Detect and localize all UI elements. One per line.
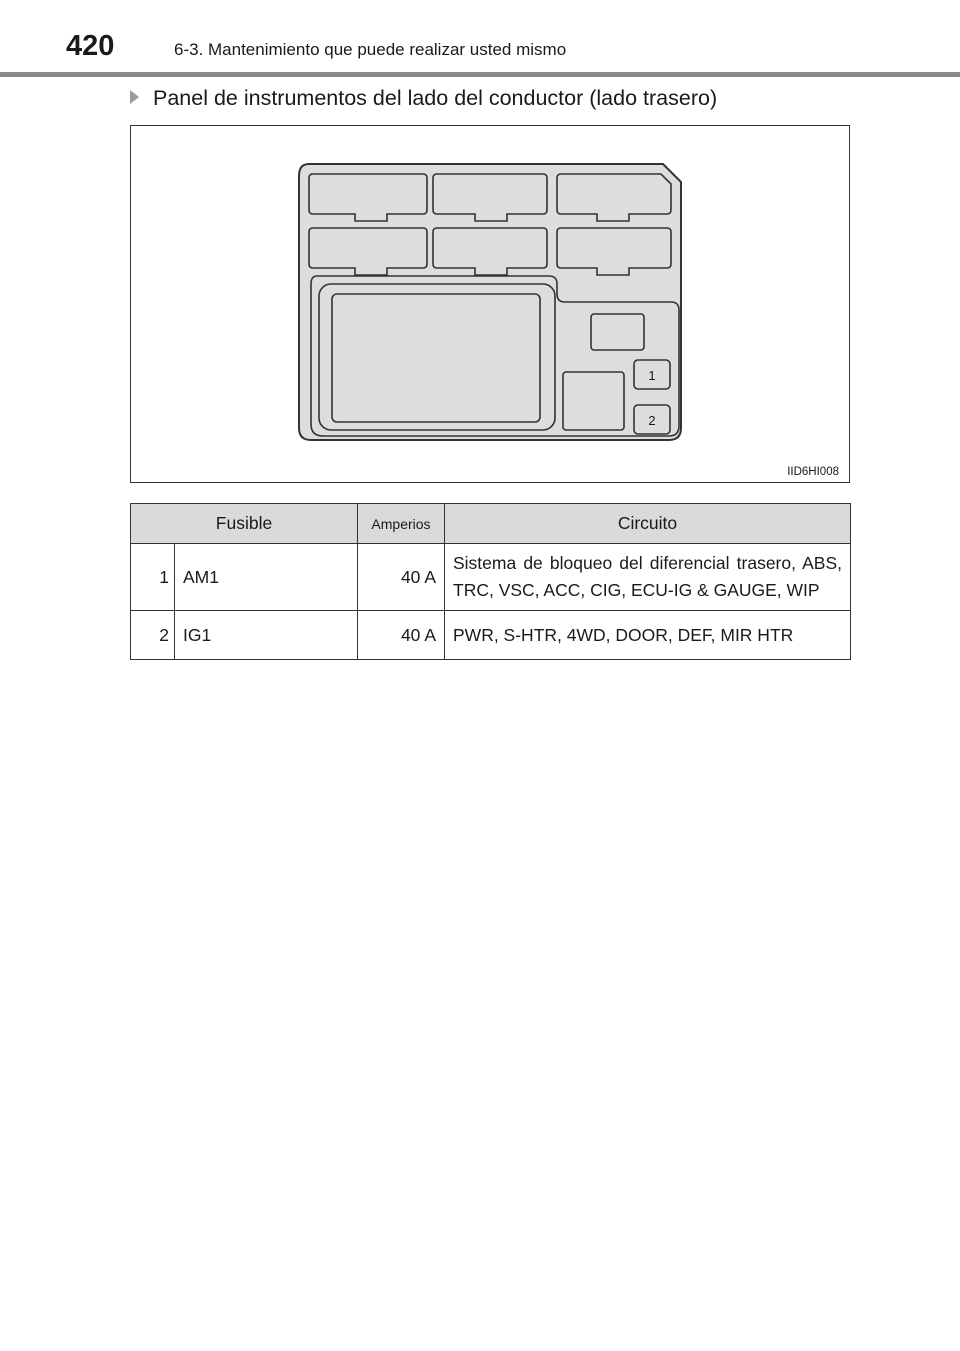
header-circuit: Circuito <box>445 504 851 544</box>
fuse-circuit: PWR, S-HTR, 4WD, DOOR, DEF, MIR HTR <box>445 611 851 660</box>
large-fuse-module-inner <box>332 294 540 422</box>
fuse-circuit: Sistema de bloqueo del diferencial trasero, ABS, TRC, VSC, ACC, CIG, ECU-IG & GAUGE, WIP <box>445 544 851 611</box>
fuse-slot <box>591 314 644 350</box>
fuse-slot <box>563 372 624 430</box>
triangle-bullet-icon <box>130 90 139 104</box>
table-row <box>131 611 851 660</box>
relay-slot <box>433 228 547 275</box>
relay-slot <box>309 228 427 275</box>
fuse-number: 1 <box>131 544 175 611</box>
fuse-label-2: 2 <box>648 413 656 428</box>
page-number: 420 <box>66 30 115 62</box>
fuse-amps: 40 A <box>358 611 445 660</box>
header-amps: Amperios <box>358 504 445 544</box>
relay-slot <box>433 174 547 221</box>
chapter-title: 6-3. Mantenimiento que puede realizar usted mismo <box>174 40 567 59</box>
fuse-box-figure <box>130 125 850 483</box>
fuse-amps: 40 A <box>358 544 445 611</box>
section-heading-text: Panel de instrumentos del lado del conductor (lado trasero) <box>153 86 718 110</box>
figure-code: IID6HI008 <box>787 466 839 478</box>
table-header-row <box>131 504 851 544</box>
header-divider <box>0 72 960 77</box>
fuse-name: AM1 <box>175 544 358 611</box>
table-row <box>131 544 851 611</box>
relay-slot <box>309 174 427 221</box>
fuse-box-diagram <box>131 126 851 484</box>
fuse-label-1: 1 <box>648 368 656 383</box>
fuse-name: IG1 <box>175 611 358 660</box>
fuse-number: 2 <box>131 611 175 660</box>
relay-slot <box>557 174 671 221</box>
relay-slot <box>557 228 671 275</box>
fuse-table <box>130 503 851 660</box>
header-fuse: Fusible <box>131 504 358 544</box>
section-heading <box>130 86 717 111</box>
